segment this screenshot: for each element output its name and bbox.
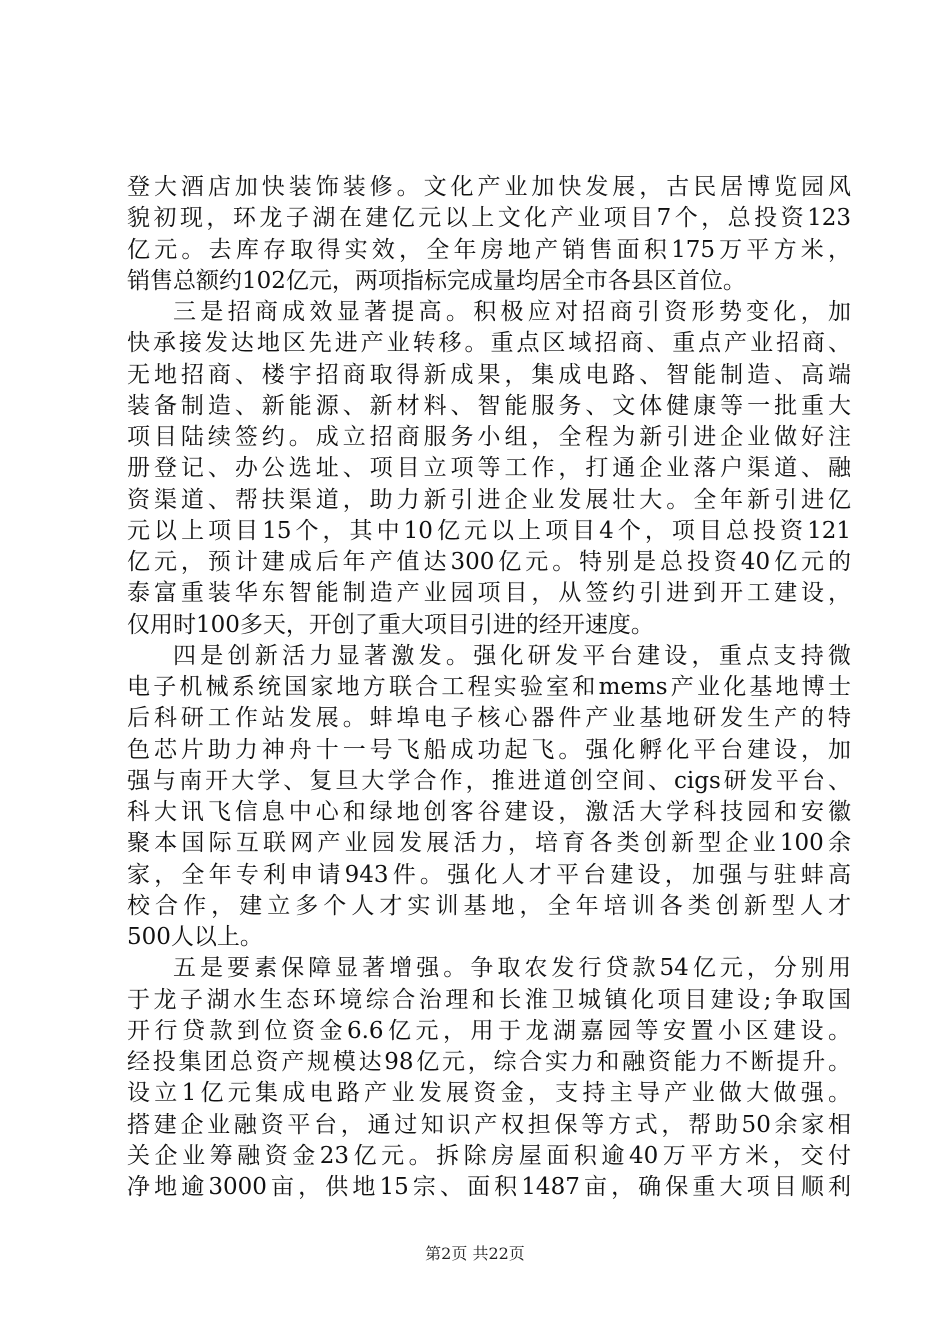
text-line: 色芯片助力神舟十一号飞船成功起飞。强化孵化平台建设，加 (127, 736, 851, 763)
text-line: 泰富重装华东智能制造产业园项目，从签约引进到开工建设， (127, 580, 851, 607)
text-line: 于龙子湖水生态环境综合治理和长淮卫城镇化项目建设;争取国 (127, 986, 851, 1013)
text-line: 经投集团总资产规模达98亿元，综合实力和融资能力不断提升。 (127, 1049, 851, 1075)
text-line: 元以上项目15个，其中10亿元以上项目4个，项目总投资121 (127, 517, 851, 544)
text-line: 快承接发达地区先进产业转移。重点区域招商、重点产业招商、 (127, 330, 851, 357)
text-line: 项目陆续签约。成立招商服务小组，全程为新引进企业做好注 (127, 424, 851, 450)
text-line: 聚本国际互联网产业园发展活力，培育各类创新型企业100余 (127, 830, 851, 857)
text-line: 净地逾3000亩，供地15宗、面积1487亩，确保重大项目顺利 (127, 1174, 851, 1200)
paragraph-start-line: 三是招商成效显著提高。积极应对招商引资形势变化，加 (173, 299, 851, 325)
text-line: 登大酒店加快装饰装修。文化产业加快发展，古民居博览园风 (127, 174, 851, 200)
paragraph-start-line: 四是创新活力显著激发。强化研发平台建设，重点支持微 (173, 642, 851, 669)
text-line: 册登记、办公选址、项目立项等工作，打通企业落户渠道、融 (127, 455, 851, 482)
text-line: 500人以上。 (127, 924, 263, 950)
text-line: 强与南开大学、复旦大学合作，推进道创空间、cigs研发平台、 (127, 767, 851, 794)
paragraph-start-line: 五是要素保障显著增强。争取农发行贷款54亿元，分别用 (173, 955, 851, 982)
text-line: 貌初现，环龙子湖在建亿元以上文化产业项目7个，总投资123 (127, 205, 851, 232)
text-line: 仅用时100多天，开创了重大项目引进的经开速度。 (127, 611, 654, 638)
text-line: 装备制造、新能源、新材料、智能服务、文体健康等一批重大 (127, 392, 851, 419)
text-line: 开行贷款到位资金6.6亿元，用于龙湖嘉园等安置小区建设。 (127, 1017, 851, 1044)
page-number-footer: 第2页 共22页 (425, 1244, 525, 1263)
text-line: 家，全年专利申请943件。强化人才平台建设，加强与驻蚌高 (127, 861, 851, 888)
text-line: 科大讯飞信息中心和绿地创客谷建设，激活大学科技园和安徽 (127, 799, 851, 825)
text-line: 无地招商、楼宇招商取得新成果，集成电路、智能制造、高端 (127, 361, 851, 388)
text-line: 设立1亿元集成电路产业发展资金，支持主导产业做大做强。 (127, 1080, 851, 1107)
text-line: 资渠道、帮扶渠道，助力新引进企业发展壮大。全年新引进亿 (127, 486, 851, 513)
text-line: 关企业筹融资金23亿元。拆除房屋面积逾40万平方米，交付 (127, 1142, 851, 1169)
text-line: 校合作，建立多个人才实训基地，全年培训各类创新型人才 (127, 892, 851, 919)
body-text (127, 172, 851, 1203)
text-line: 亿元。去库存取得实效，全年房地产销售面积175万平方米， (127, 236, 851, 263)
text-line: 后科研工作站发展。蚌埠电子核心器件产业基地研发生产的特 (127, 705, 851, 732)
text-line: 电子机械系统国家地方联合工程实验室和mems产业化基地博士 (127, 674, 851, 700)
text-line: 销售总额约102亿元，两项指标完成量均居全市各县区首位。 (127, 267, 746, 294)
text-line: 搭建企业融资平台，通过知识产权担保等方式，帮助50余家相 (127, 1111, 851, 1138)
text-line: 亿元，预计建成后年产值达300亿元。特别是总投资40亿元的 (127, 549, 851, 575)
